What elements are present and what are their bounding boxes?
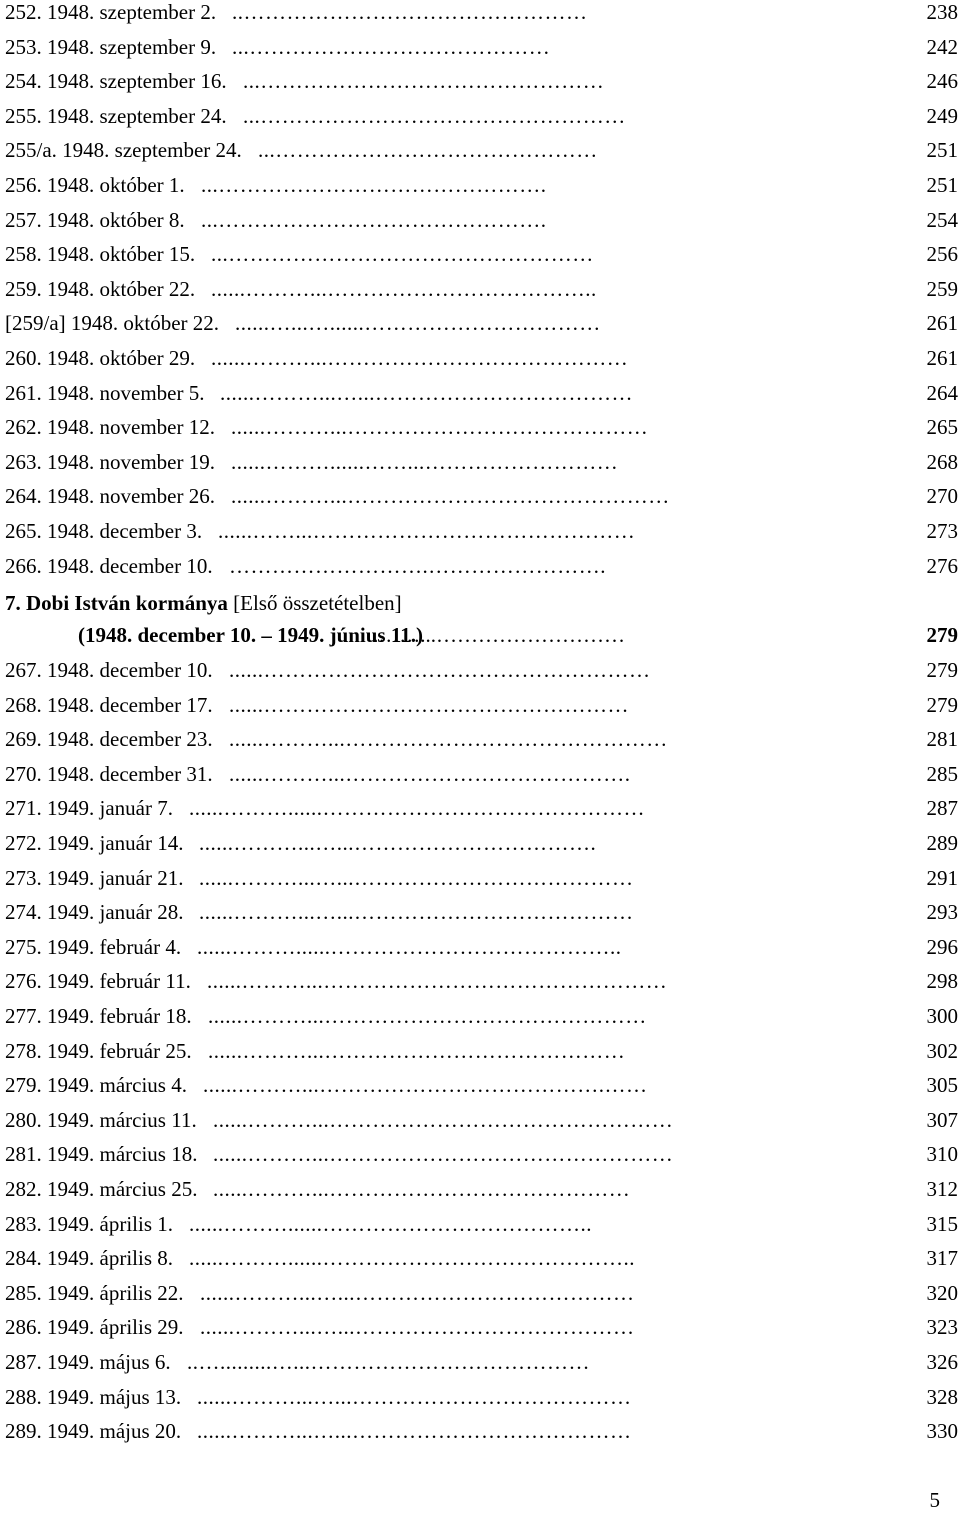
toc-entry-label: 261. 1948. november 5.	[5, 380, 205, 405]
toc-entry-label: 272. 1949. január 14.	[5, 831, 184, 856]
section-title: 7. Dobi István kormánya	[5, 591, 228, 616]
toc-entry-label: 265. 1948. december 3.	[5, 518, 203, 543]
toc-list-after	[5, 658, 960, 1454]
toc-entry	[5, 35, 960, 70]
section-title-line	[5, 590, 402, 616]
toc-entry-label: 255. 1948. szeptember 24.	[5, 103, 227, 128]
toc-entry-leader: ...……………………………………………	[211, 242, 594, 267]
toc-entry-leader: ......………...………………………………..	[211, 276, 597, 301]
toc-entry-label: 275. 1949. február 4.	[5, 934, 182, 959]
toc-entry-page: 251	[926, 138, 958, 163]
toc-entry	[5, 69, 960, 104]
toc-entry-page: 259	[926, 276, 958, 301]
toc-entry-label: 266. 1948. december 10.	[5, 553, 213, 578]
toc-entry	[5, 1142, 960, 1177]
toc-entry-label: 276. 1949. február 11.	[5, 969, 191, 994]
toc-entry-label: 284. 1949. április 8.	[5, 1246, 173, 1271]
toc-entry-label: 282. 1949. március 25.	[5, 1177, 198, 1201]
toc-entry-leader: ……………………….…………………….	[229, 553, 606, 578]
toc-entry-label: 270. 1948. december 31.	[5, 761, 213, 786]
toc-entry	[5, 484, 960, 519]
toc-entry-page: 289	[926, 831, 958, 856]
toc-entry-page: 296	[926, 934, 958, 959]
toc-entry-leader: ...……………………………………….	[201, 172, 547, 197]
toc-entry-leader: ......………...…...…………………………………	[197, 1419, 632, 1444]
toc-entry-page: 276	[926, 553, 958, 578]
toc-entry-label: 264. 1948. november 26.	[5, 484, 215, 509]
toc-entry	[5, 900, 960, 935]
toc-entry	[5, 519, 960, 554]
toc-entry-leader: ......……...………………………………………	[218, 518, 636, 543]
toc-entry-leader: ..…………………………………………	[232, 0, 588, 24]
toc-entry-page: 320	[926, 1280, 958, 1305]
toc-entry	[5, 762, 960, 797]
toc-entry-page: 323	[926, 1315, 958, 1340]
toc-entry	[5, 346, 960, 381]
toc-entry-leader: ......………...………………………………….	[229, 761, 631, 786]
toc-entry	[5, 208, 960, 243]
toc-entry	[5, 1281, 960, 1316]
toc-entry-label: 289. 1949. május 20.	[5, 1419, 182, 1444]
toc-entry-page: 300	[926, 1004, 958, 1029]
toc-entry-label: 277. 1949. február 18.	[5, 1004, 192, 1029]
toc-entry-label: 285. 1949. április 22.	[5, 1280, 184, 1305]
toc-entry-leader: ......………...…...…………………………….	[199, 831, 597, 856]
toc-entry-page: 261	[926, 345, 958, 370]
toc-entry-leader: ......………...…...…………………………………	[200, 1315, 635, 1340]
toc-entry-leader: ......………...…………………………………………	[207, 969, 668, 994]
toc-entry-leader: ...……………………………………………	[243, 103, 626, 128]
toc-entry-page: 302	[926, 1038, 958, 1063]
toc-entry	[5, 138, 960, 173]
toc-entry-page: 310	[926, 1142, 958, 1167]
toc-entry-leader: ......………...…...…………………………………	[199, 865, 634, 890]
toc-entry	[5, 415, 960, 450]
toc-entry-page: 307	[926, 1107, 958, 1132]
toc-entry-label: 283. 1949. április 1.	[5, 1211, 173, 1236]
toc-entry-label: 278. 1949. február 25.	[5, 1038, 192, 1063]
toc-entry-leader: ......………......………………………………………	[189, 796, 645, 821]
toc-entry	[5, 1073, 960, 1108]
toc-entry	[5, 1350, 960, 1385]
toc-entry-page: 270	[926, 484, 958, 509]
toc-entry-leader: ......……………………………………………	[229, 692, 629, 717]
toc-entry-page: 251	[926, 172, 958, 197]
toc-entry-page: 264	[926, 380, 958, 405]
toc-entry-label: 268. 1948. december 17.	[5, 692, 213, 717]
toc-entry-label: 252. 1948. szeptember 2.	[5, 0, 217, 24]
toc-entry	[5, 866, 960, 901]
toc-entry-label: 280. 1949. március 11.	[5, 1107, 197, 1132]
section-leader: .……...………………………	[373, 623, 625, 648]
toc-entry-leader: ......………...……………………………………	[231, 415, 649, 440]
table-of-contents	[5, 0, 960, 1454]
toc-entry-leader: ......………...…...…………………………………	[197, 1384, 632, 1409]
toc-entry-label: 259. 1948. október 22.	[5, 276, 196, 301]
toc-entry-label: 262. 1948. november 12.	[5, 415, 215, 440]
toc-entry-leader: ......………...……………………………………	[208, 1038, 626, 1063]
section-date-range: (1948. december 10. – 1949. június 11.)	[78, 623, 423, 648]
toc-entry	[5, 935, 960, 970]
toc-entry	[5, 554, 960, 589]
toc-entry-leader: ......………......………………………………..	[189, 1211, 592, 1236]
toc-entry-label: 253. 1948. szeptember 9.	[5, 34, 217, 59]
toc-entry-leader: ......………......……………………………………..	[189, 1246, 635, 1271]
toc-entry-label: 281. 1949. március 18.	[5, 1142, 198, 1167]
toc-entry-label: 267. 1948. december 10.	[5, 658, 213, 683]
toc-entry	[5, 381, 960, 416]
toc-entry-leader: ..….........…...…………………………………	[187, 1349, 590, 1374]
toc-entry-page: 268	[926, 449, 958, 474]
toc-entry-label: 269. 1948. december 23.	[5, 727, 213, 752]
page-number: 5	[929, 1488, 940, 1512]
toc-entry-page: 293	[926, 900, 958, 925]
toc-entry	[5, 242, 960, 277]
toc-entry	[5, 1246, 960, 1281]
section-page-number: 279	[926, 623, 958, 648]
toc-entry-leader: ......………...……………………………………	[213, 1177, 631, 1201]
toc-entry-leader: ......………...…...…………………………………	[200, 1280, 635, 1305]
toc-entry	[5, 831, 960, 866]
section-heading	[5, 588, 960, 658]
toc-entry-label: 258. 1948. október 15.	[5, 242, 196, 267]
toc-entry-page: 287	[926, 796, 958, 821]
toc-entry	[5, 0, 960, 35]
toc-entry-label: 255/a. 1948. szeptember 24.	[5, 138, 242, 163]
toc-entry-page: 261	[926, 311, 958, 336]
toc-entry-label: 273. 1949. január 21.	[5, 865, 184, 890]
toc-entry-label: 260. 1948. október 29.	[5, 345, 196, 370]
toc-entry	[5, 658, 960, 693]
toc-entry-page: 242	[926, 34, 958, 59]
toc-entry-page: 312	[926, 1177, 958, 1201]
toc-entry	[5, 1039, 960, 1074]
toc-list-before	[5, 0, 960, 588]
toc-entry-leader: ......………………………………………………	[229, 658, 651, 683]
toc-entry-page: 238	[926, 0, 958, 24]
toc-entry	[5, 969, 960, 1004]
toc-entry-page: 315	[926, 1211, 958, 1236]
toc-entry-label: 263. 1948. november 19.	[5, 449, 215, 474]
toc-entry-label: 287. 1949. május 6.	[5, 1349, 171, 1374]
toc-entry-label: [259/a] 1948. október 22.	[5, 311, 220, 336]
toc-entry	[5, 450, 960, 485]
toc-entry-label: 271. 1949. január 7.	[5, 796, 173, 821]
toc-entry-leader: ......………......……...………………………	[231, 449, 619, 474]
toc-entry-label: 286. 1949. április 29.	[5, 1315, 184, 1340]
toc-entry-leader: ......………...………………………………………	[208, 1004, 647, 1029]
toc-entry-page: 265	[926, 415, 958, 440]
toc-entry-page: 326	[926, 1349, 958, 1374]
toc-entry	[5, 1419, 960, 1454]
toc-entry-label: 274. 1949. január 28.	[5, 900, 184, 925]
toc-entry-label: 257. 1948. október 8.	[5, 207, 185, 232]
toc-entry	[5, 1108, 960, 1143]
toc-entry-label: 254. 1948. szeptember 16.	[5, 69, 227, 94]
toc-entry-page: 254	[926, 207, 958, 232]
toc-entry-leader: ......………...……………………………………	[211, 345, 629, 370]
toc-entry	[5, 796, 960, 831]
toc-entry-page: 317	[926, 1246, 958, 1271]
toc-entry	[5, 1385, 960, 1420]
toc-entry-leader: ...……………………………………….	[201, 207, 547, 232]
toc-entry-page: 291	[926, 865, 958, 890]
toc-entry-page: 246	[926, 69, 958, 94]
toc-entry-page: 330	[926, 1419, 958, 1444]
toc-entry-leader: ......…...…......……………………………	[235, 311, 601, 336]
toc-entry	[5, 1212, 960, 1247]
toc-entry-page: 249	[926, 103, 958, 128]
toc-entry-page: 273	[926, 518, 958, 543]
toc-entry-leader: ......………......…………………………………..	[197, 934, 622, 959]
toc-entry-leader: ......………...…...…………………………………	[199, 900, 634, 925]
toc-entry-page: 328	[926, 1384, 958, 1409]
section-subtitle: [Első összetételben]	[233, 591, 402, 616]
toc-entry-label: 288. 1949. május 13.	[5, 1384, 182, 1409]
toc-entry-label: 256. 1948. október 1.	[5, 172, 185, 197]
toc-entry-page: 279	[926, 658, 958, 683]
toc-entry	[5, 311, 960, 346]
toc-entry-leader: ......………...………………………………………	[231, 484, 670, 509]
toc-entry-leader: ......………...…...………………………………	[220, 380, 633, 405]
toc-entry	[5, 173, 960, 208]
toc-entry	[5, 1315, 960, 1350]
toc-entry-page: 281	[926, 727, 958, 752]
toc-entry-leader: ......………...………………………………….……	[203, 1073, 648, 1098]
toc-entry-page: 256	[926, 242, 958, 267]
toc-entry	[5, 1177, 960, 1212]
toc-entry-leader: ......………...…………………………………………	[213, 1107, 674, 1132]
toc-entry	[5, 693, 960, 728]
toc-entry-leader: ...……………………………………	[232, 34, 551, 59]
toc-entry-leader: ...…………………………………………	[243, 69, 605, 94]
toc-entry-leader: ......………...…………………………………………	[213, 1142, 674, 1167]
toc-entry-page: 305	[926, 1073, 958, 1098]
toc-entry	[5, 1004, 960, 1039]
toc-entry	[5, 104, 960, 139]
toc-entry-label: 279. 1949. március 4.	[5, 1073, 187, 1098]
toc-entry-page: 285	[926, 761, 958, 786]
toc-entry-page: 279	[926, 692, 958, 717]
toc-entry	[5, 277, 960, 312]
toc-entry-page: 298	[926, 969, 958, 994]
toc-entry-leader: ...………………………………………	[258, 138, 598, 163]
toc-entry-leader: ......………...………………………………………	[229, 727, 668, 752]
toc-entry	[5, 727, 960, 762]
